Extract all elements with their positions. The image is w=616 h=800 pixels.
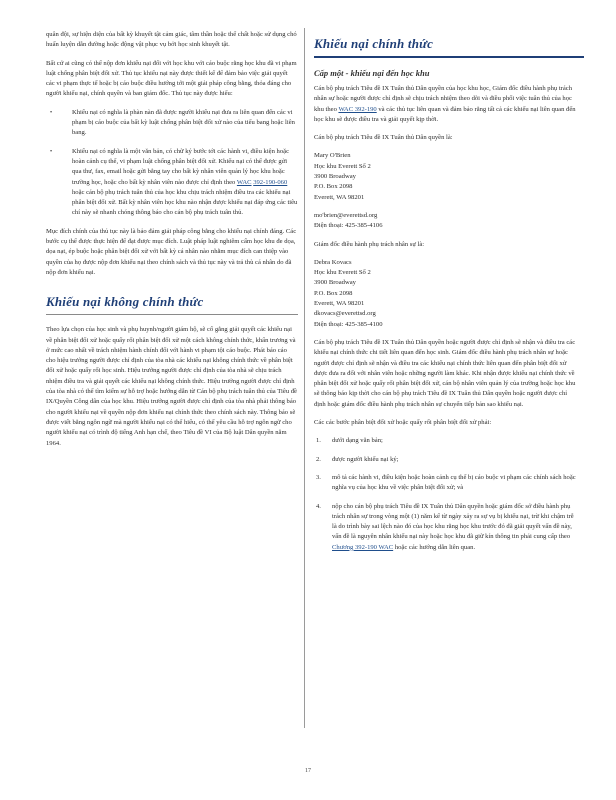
definition-text-cont: hoặc cán bộ phụ trách tuân thủ của học khu chịu trách nhiệm điều tra các khiếu nại phân biệt đối xử. Bất kỳ nhân viên học khu nào nhận được khiếu nại đáp ứng các tiêu chí này sẽ nhanh chóng thông báo cho cán bộ phụ trách tuân thủ. [72,188,298,217]
page-number: 17 [305,768,311,774]
contact-street: 3900 Broadway [314,279,356,287]
requirements-list [314,436,576,553]
contact-po-box: P.O. Box 2098 [314,183,353,191]
heading-rule [46,314,298,315]
requirement-item [314,473,576,494]
requirement-text: dưới dạng văn bản; [332,437,383,445]
column-divider [304,28,305,728]
requirement-text: mô tả các hành vi, điều kiện hoặc hoàn cảnh cụ thể bị cáo buộc vi phạm các chính sách hoặc nghĩa vụ của học khu về việc phân biệt đối xử; và [332,473,576,492]
definition-item [46,147,298,219]
contact-org: Học khu Everett Số 2 [314,269,371,277]
contact-city: Everett, WA 98201 [314,193,365,201]
item-number: 4. [316,502,321,510]
item-number: 2. [316,455,321,463]
formal-complaint-heading: Khiếu nại chính thức [314,36,434,51]
item-number: 1. [316,437,321,445]
informal-complaint-heading: Khiếu nại không chính thức [46,294,204,310]
item-number: 3. [316,473,321,481]
informal-paragraph: Theo lựa chọn của học sinh và phụ huynh/người giám hộ, sẽ cố gắng giải quyết các khiếu nại về phân biệt đối xử hoặc quấy rối phân biệt đối xử một cách không chính thức, khẩn trương và ở mức cao nhất về trách nhiệm hành chính đối với hành vi phạm tội cáo buộc. Phát báo cáo cho hiệu trưởng người được chỉ định của tòa nhà các khiếu nại không chính thức về phân biệt đối xử hoặc quấy rối học sinh. Hiệu trưởng người được chỉ định của tòa nhà sẽ chịu trách nhiệm điều tra và giải quyết các khiếu nại không chính thức. Hiệu trưởng người được chỉ định của tòa nhà có thể tìm kiếm sự hỗ trợ hoặc hướng dẫn từ Cán bộ phụ trách tuân thủ của Tiêu đề IX/Quyền Công dân của học khu. Hiệu trưởng người được chỉ định của tòa nhà phải thông báo cho người khiếu nại về quyền nộp đơn khiếu nại chính thức theo chính sách này. Thông báo sẽ được viết bằng ngôn ngữ mà người khiếu nại có thể hiểu, có thể yêu cầu hỗ trợ ngôn ngữ cho người khiếu nại có trình độ tiếng Anh hạn chế, theo Tiêu đề VI của Bộ luật Dân quyền năm 1964. [46,326,297,447]
requirement-item [314,436,576,446]
intro-paragraph: quân đội, sự hiện diện của bất kỳ khuyết tật cảm giác, tâm thần hoặc thể chất hoặc sử dụng chó huấn luyện dẫn đường hoặc động vật phục vụ bởi học sinh khuyết tật. [46,31,297,49]
requirement-text-cont: hoặc các hướng dẫn liên quan. [394,543,476,551]
definition-list [46,108,298,219]
purpose-paragraph: Mục đích chính của thủ tục này là bảo đảm giải pháp công bằng cho khiếu nại chính đáng. Các bước cụ thể được thực hiện để đạt được mục đích. Luật pháp luật nghiêm cấm học khu đe dọa, dọa nạt, ép buộc hoặc phân biệt đối xử với bất kỳ cá nhân nào nhằm mục đích can thiệp vào quyền của họ được nộp đơn khiếu nại theo chính sách và thủ tục này và trả thù cá nhân do đã nộp đơn khiếu nại. [46,227,297,276]
wac-link[interactable]: WAC [236,178,252,186]
heading-rule [314,56,584,58]
contact-email[interactable]: dkovacs@everettsd.org [314,310,376,318]
level-one-heading: Cấp một - khiếu nại đến học khu [314,68,430,78]
wac-section-link[interactable]: 392-190-060 [253,178,288,186]
definition-item [46,108,298,139]
contact-email[interactable]: mo'brien@everettsd.org [314,211,378,219]
investigation-paragraph: Cán bộ phụ trách Tiêu đề IX Tuân thủ Dân quyền hoặc người được chỉ định sẽ nhận và điều tra các khiếu nại chính thức chi tiết liên quan đến học sinh. Giám đốc điều hành phụ trách nhân sự hoặc người được chỉ định sẽ nhận và điều tra các khiếu nại chính thức liên quan đến phân biệt đối xử được đưa ra đối với nhân viên hoặc những người làm khác. Khi nhận được khiếu nại chính thức về phân biệt đối xử hoặc quấy rối phân biệt đối xử, cán bộ nhân viên quản lý của trường hoặc học khu sẽ thông báo kịp thời cho cán bộ phụ trách Tiêu đề IX Tuân thủ Dân quyền hoặc người được chỉ định hoặc giám đốc điều hành phụ trách nhân sự chuyển tiếp bản sao khiếu nại. [314,338,576,408]
contact-phone: Điện thoại: 425-385-4100 [314,320,383,328]
right-column [314,30,576,561]
definition-text: Khiếu nại có nghĩa là một văn bản, có chữ ký bước tới các hành vi, điều kiện hoặc hoàn cảnh cụ thể, vi phạm luật chống phân biệt đối xử. Khiếu nại có thể được gửi qua thư, fax, email hoặc gửi bằng tay cho bất kỳ nhân viên quản lý học khu hoặc trường học, hoặc cho bất kỳ nhân viên nào được chỉ định theo [72,147,289,186]
requirement-item [314,502,576,553]
contact-name: Debra Kovacs [314,258,352,266]
contact-name: Mary O'Brien [314,152,351,160]
coordinator-text: Cán bộ phụ trách Tiêu đề IX Tuân thủ Dân quyền của học khu học, Giám đốc điều hành phụ trách nhân sự hoặc người được chỉ định sẽ chịu trách nhiệm theo dõi và điều phối việc tuân thủ của học khu theo [314,85,573,113]
hr-director-intro: Giám đốc điều hành phụ trách nhân sự là: [314,240,425,248]
contact-city: Everett, WA 98201 [314,300,365,308]
coordinator-text-cont: và các thủ tục liên quan và đảm bảo rằng tất cả các khiếu nại liên quan đến học khu sẽ được điều tra và giải quyết kịp thời. [314,105,576,123]
requirements-intro: Các các bước phân biệt đối xử hoặc quấy rối phân biệt đối xử phải: [314,419,492,427]
bullet-marker: • [50,109,53,116]
left-column [46,30,298,457]
requirement-text: được người khiếu nại ký; [332,455,399,463]
wac-chapter-link[interactable]: Chương 392-190 WAC [332,543,394,551]
requirement-text: nộp cho cán bộ phụ trách Tiêu đề IX Tuân thủ Dân quyền hoặc giám đốc sở điều hành phụ trách nhân sự trong vòng một (1) năm kể từ ngày xảy ra sự vụ bị khiếu nại, trừ khi chậm trễ là do trình bày sai lệch nào đó của học khu rằng học khu trước đó đã giải quyết vấn đề này, vấn đề là nguyên nhân khiếu nại này hoặc học khu đã giữ kín thông tin phải cung cấp theo [332,502,574,541]
definition-text: Khiếu nại có nghĩa là phàn nàn đã được người khiếu nại đưa ra liên quan đến các vi phạm bị cáo buộc của bất kỳ luật chống phân biệt đối xử nào của tiểu bang hoặc liên bang. [72,108,295,137]
contact-block-obrien [314,151,576,231]
contact-org: Học khu Everett Số 2 [314,162,371,170]
contact-po-box: P.O. Box 2098 [314,289,353,297]
wac-link[interactable]: WAC 392-190 [338,105,377,113]
bullet-marker: • [50,148,53,155]
contact-phone: Điện thoại: 425-385-4106 [314,222,383,230]
contact-street: 3900 Broadway [314,173,356,181]
complaint-paragraph: Bất cứ ai cũng có thể nộp đơn khiếu nại đối với học khu với cáo buộc rằng học khu đã vi phạm luật chống phân biệt đối xử. Thủ tục khiếu nại này được thiết kế để đảm bảo việc giải quyết các vi phạm thực tế hoặc bị cáo buộc điều hướng tới một giải pháp công bằng, thỏa đáng cho người khiếu nại, chính quyền và ban giám đốc. Thủ tục này được hiểu: [46,59,297,98]
coordinator-paragraph [314,84,576,125]
contact-block-kovacs [314,258,576,330]
officer-intro: Cán bộ phụ trách Tiêu đề IX Tuân thủ Dân quyền là: [314,134,453,142]
requirement-item [314,455,576,465]
